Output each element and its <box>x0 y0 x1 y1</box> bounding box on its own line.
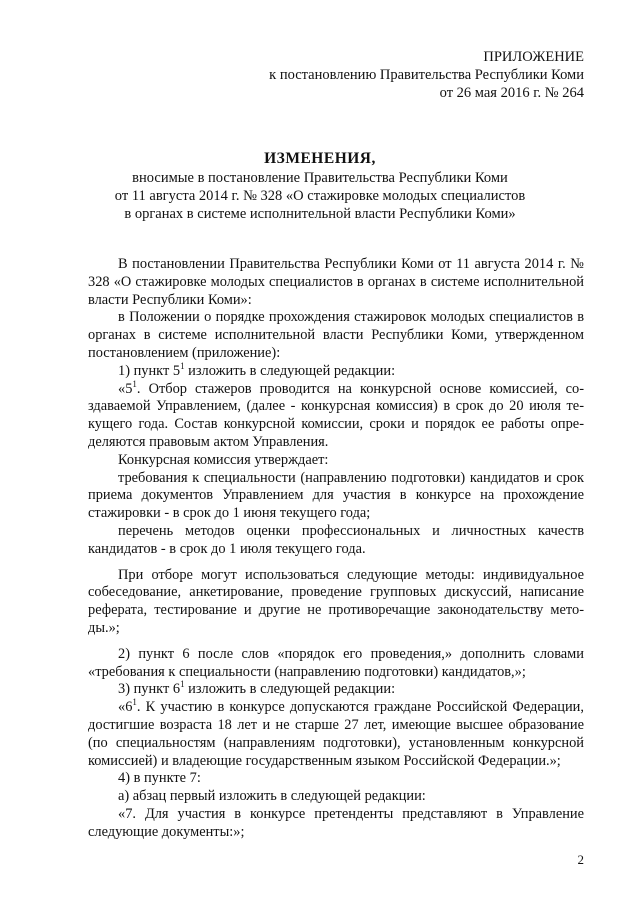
paragraph-item-3: 3) пункт $6^1$ изложить в следующей редакции: <box>118 679 396 698</box>
paragraph-methods-list: перечень методов оценки профессиональных и личностных качеств кандидатов - в срок до 1 июля текущего года. <box>88 522 584 557</box>
paragraph-item-4a: а) абзац первый изложить в следующей редакции: <box>118 788 426 805</box>
paragraph-requirements: требования к специальности (направлению подготовки) кандидатов и срок приема документов Управлением для участия в конкурсе на прохождение стажировки - в срок до 1 июня текущего года; <box>88 469 584 522</box>
appendix-date: от 26 мая 2016 г. № 264 <box>439 85 584 101</box>
appendix-header <box>269 48 584 102</box>
appendix-reference: к постановлению Правительства Республики Коми <box>269 67 584 83</box>
heading-line-1: вносимые в постановление Правительства Республики Коми <box>132 170 508 186</box>
heading-line-2: от 11 августа 2014 г. № 328 «О стажировке молодых специалистов <box>114 188 526 204</box>
paragraph-clause-6-1: «$6^1$. К участию в конкурсе допускаются граждане Российской Федерации, достигшие возраста 18 лет и не старше 27 лет, имеющие высшее образование (по специальностям (направлениям подготовки), установленным конкурсной комиссией) и владеющие государственным языком Российской Федерации.»; <box>88 697 584 769</box>
document-body <box>88 256 584 842</box>
paragraph-methods: При отборе могут использоваться следующие методы: индивидуальное собеседование, анкетирование, проведение групповых дискуссий, написание реферата, тестирование и другие не противоречащие законодательству методы.»; <box>88 566 584 636</box>
paragraph-item-1: 1) пункт $5^1$ изложить в следующей редакции: <box>118 360 396 379</box>
document-title: ИЗМЕНЕНИЯ, <box>264 150 376 167</box>
paragraph-item-4: 4) в пункте 7: <box>118 770 201 787</box>
paragraph-intro: В постановлении Правительства Республики Коми от 11 августа 2014 г. № 328 «О стажировке молодых специалистов в органах в системе исполнительной власти Республики Коми»: <box>88 256 584 308</box>
paragraph-regulation: в Положении о порядке прохождения стажировок молодых специалистов в органах в системе исполнительной власти Республики Коми, утвержденном постановлением (приложение): <box>88 309 584 361</box>
document-heading <box>80 150 560 223</box>
page-number: 2 <box>577 852 584 867</box>
paragraph-item-2: 2) пункт 6 после слов «порядок его проведения,» дополнить словами «требования к специальности (направлению подготовки) кандидатов,»; <box>88 645 584 680</box>
paragraph-clause-7: «7. Для участия в конкурсе претенденты представляют в Управление следующие документы:»; <box>88 805 584 840</box>
appendix-title: ПРИЛОЖЕНИЕ <box>483 49 584 65</box>
heading-line-3: в органах в системе исполнительной власти Республики Коми» <box>124 206 516 222</box>
paragraph-clause-5-1: «$5^1$. Отбор стажеров проводится на конкурсной основе комиссией, создаваемой Управлением, (далее - конкурсная комиссия) в срок до 20 июля текущего года. Состав конкурсной комиссии, сроки и порядок ее работы определяются правовым актом Управления. <box>88 378 584 450</box>
paragraph-commission: Конкурсная комиссия утверждает: <box>118 451 329 468</box>
